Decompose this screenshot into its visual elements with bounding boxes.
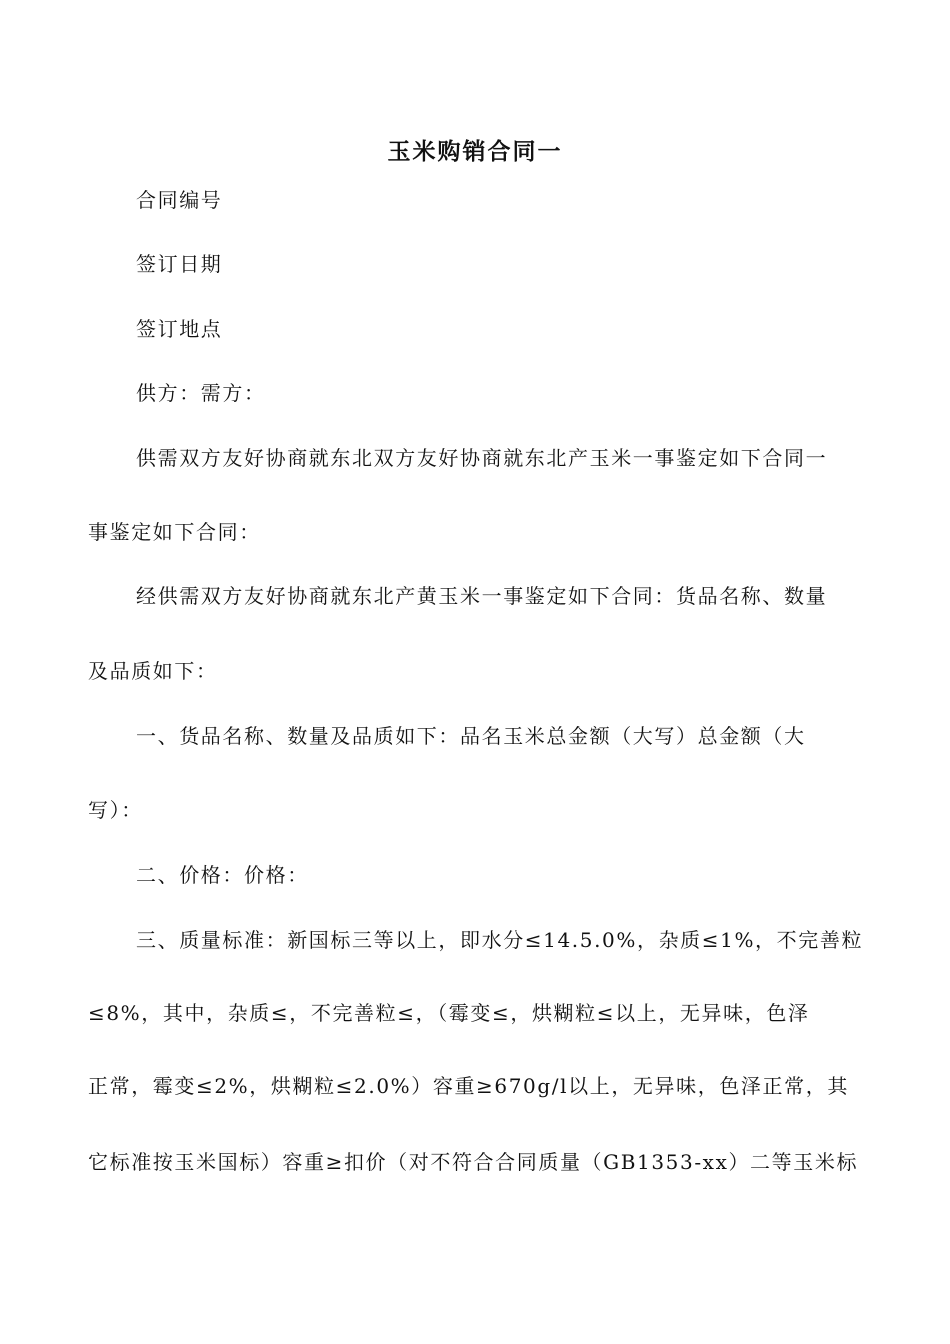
paragraph-5-line-2: ≤8%，其中，杂质≤，不完善粒≤，（霉变≤，烘糊粒≤以上，无异味，色泽 bbox=[88, 1001, 810, 1025]
sign-date-label: 签订日期 bbox=[136, 252, 223, 276]
paragraph-5-line-1: 三、质量标准：新国标三等以上，即水分≤14.5.0%，杂质≤1%，不完善粒 bbox=[136, 928, 864, 952]
paragraph-4-line-1: 二、价格：价格： bbox=[136, 863, 309, 887]
contract-number-label: 合同编号 bbox=[136, 188, 223, 212]
paragraph-5-line-4: 它标准按玉米国标）容重≥扣价（对不符合合同质量（GB1353-xx）二等玉米标 bbox=[88, 1150, 859, 1174]
paragraph-2-line-1: 经供需双方友好协商就东北产黄玉米一事鉴定如下合同：货品名称、数量 bbox=[136, 584, 828, 608]
paragraph-3-line-2: 写）： bbox=[88, 798, 143, 822]
sign-place-label: 签订地点 bbox=[136, 317, 223, 341]
parties-label: 供方：需方： bbox=[136, 381, 266, 405]
paragraph-1-line-1: 供需双方友好协商就东北双方友好协商就东北产玉米一事鉴定如下合同一 bbox=[136, 446, 828, 470]
paragraph-3-line-1: 一、货品名称、数量及品质如下：品名玉米总金额（大写）总金额（大 bbox=[136, 724, 806, 748]
paragraph-1-line-2: 事鉴定如下合同： bbox=[88, 520, 261, 544]
paragraph-5-line-3: 正常，霉变≤2%，烘糊粒≤2.0%）容重≥670g/l以上，无异味，色泽正常，其 bbox=[88, 1074, 849, 1098]
document-title: 玉米购销合同一 bbox=[387, 138, 563, 165]
paragraph-2-line-2: 及品质如下： bbox=[88, 659, 218, 683]
